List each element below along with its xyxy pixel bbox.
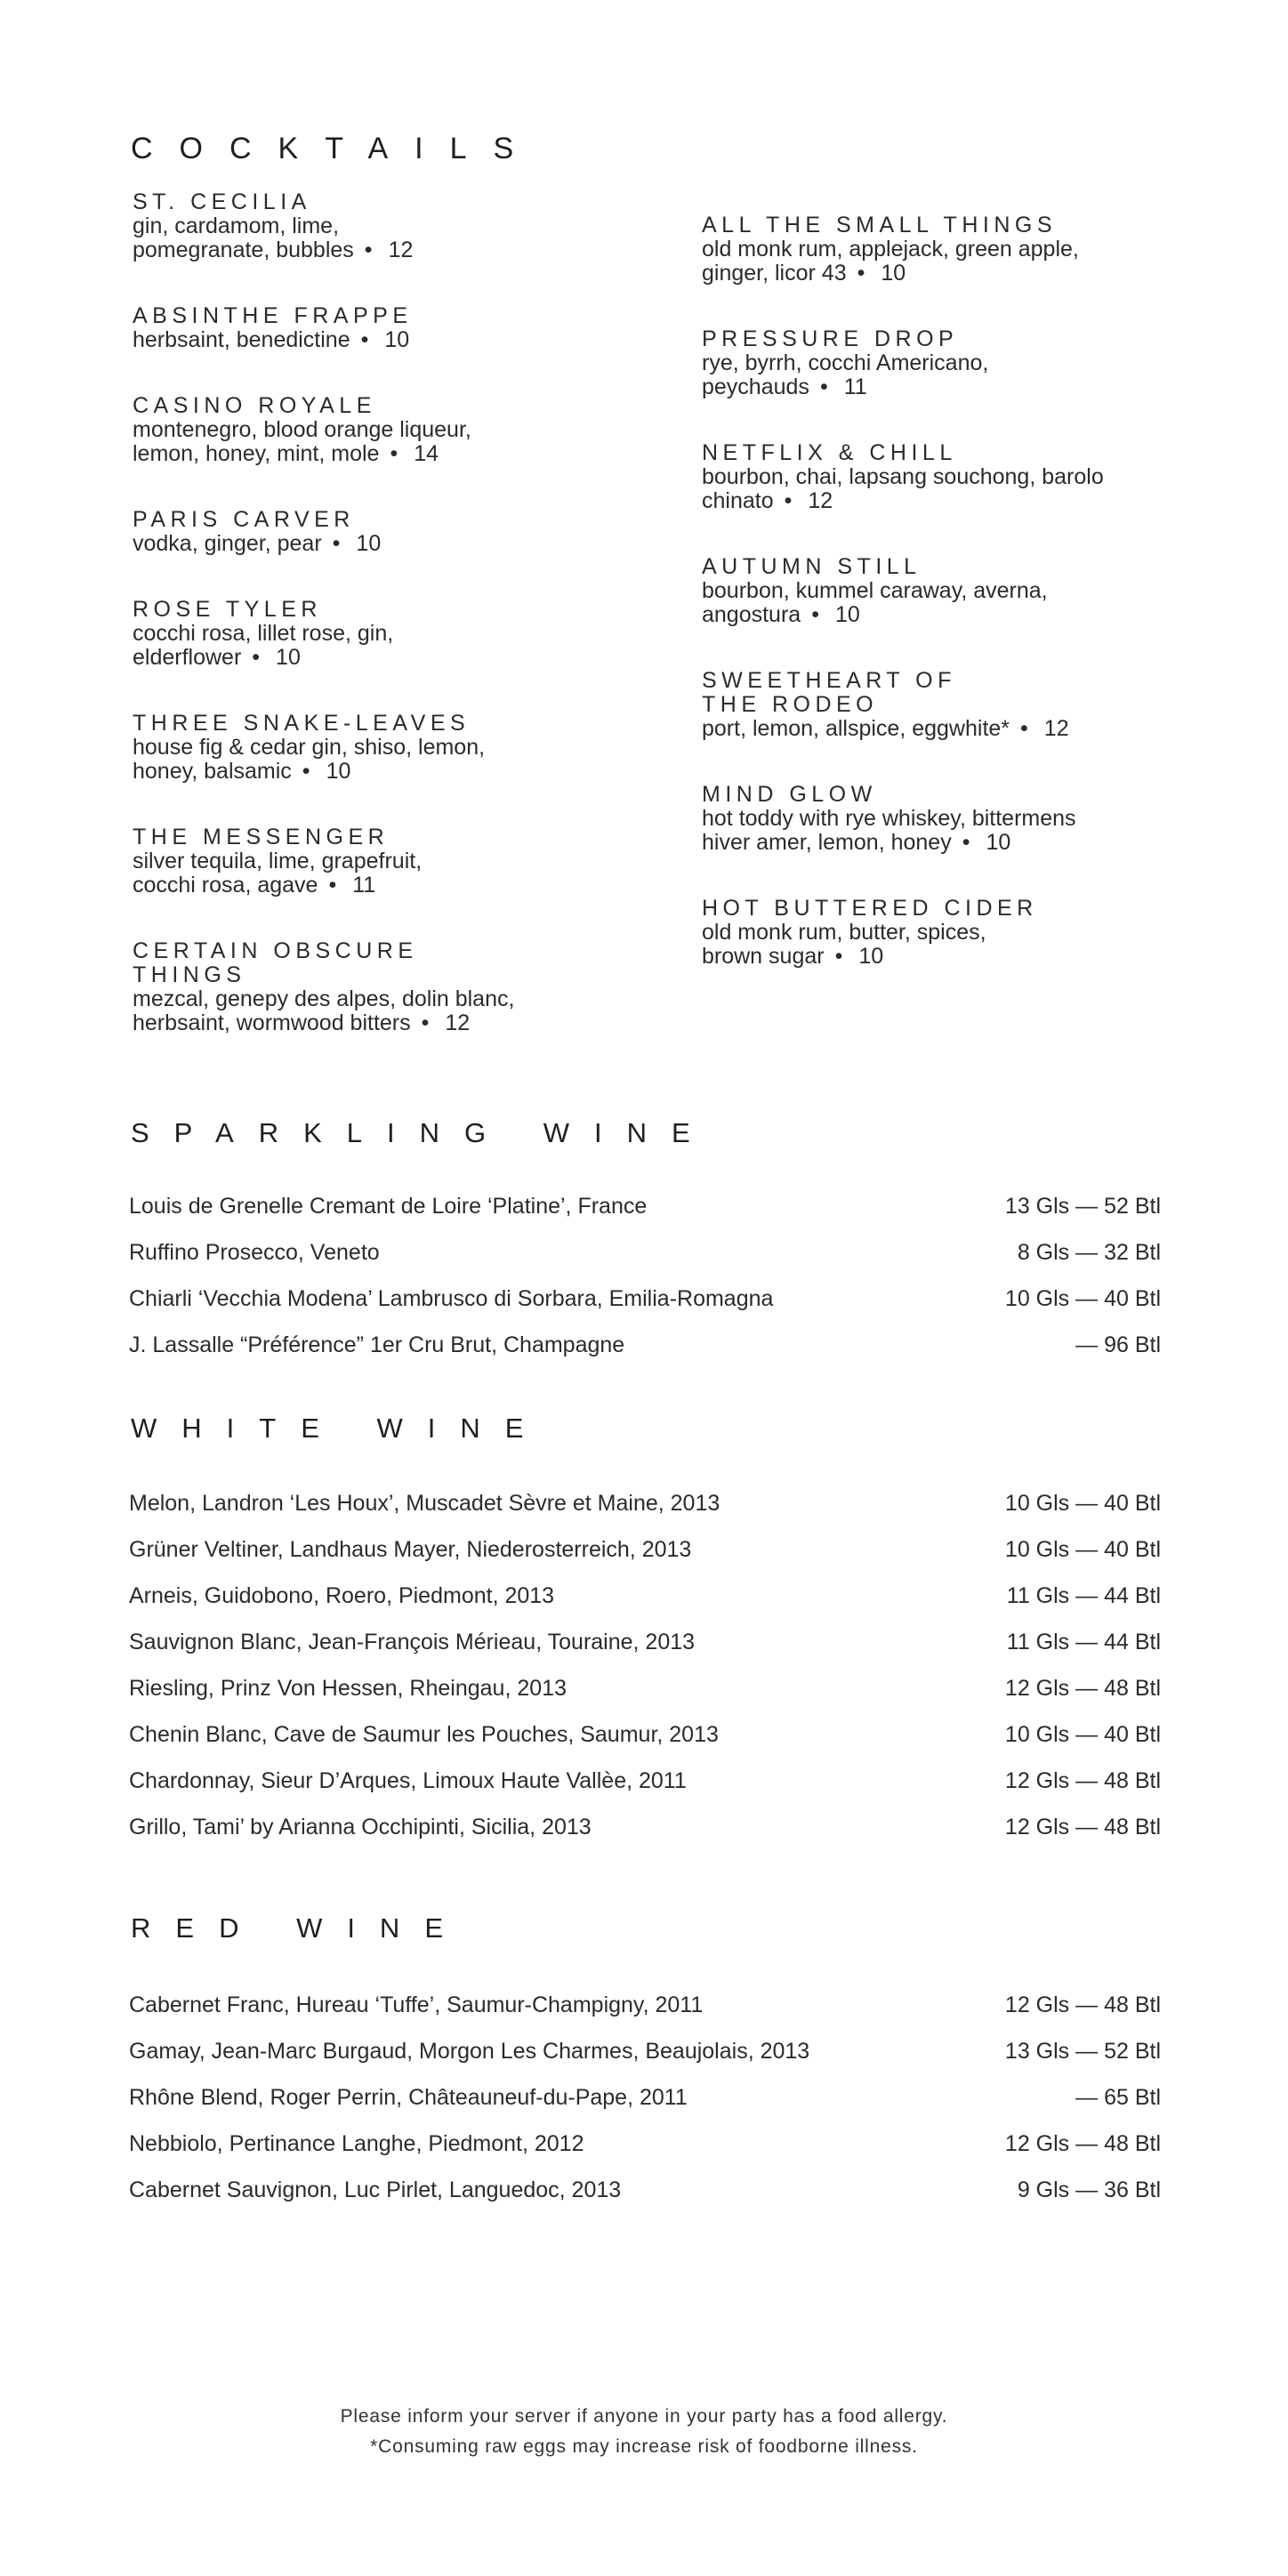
wine-row [129, 2028, 1161, 2074]
cocktail-ingredients: lemon, honey, mint, mole [133, 441, 380, 466]
wine-price: 13 Gls — 52 Btl [1004, 2039, 1161, 2064]
wine-row [129, 2167, 1161, 2213]
wine-name: Rhône Blend, Roger Perrin, Châteauneuf-du-Pape, 2011 [129, 2085, 688, 2110]
cocktail-name: ST. CECILIA [133, 189, 311, 214]
wine-price: — 65 Btl [1075, 2085, 1161, 2110]
wine-row [129, 2074, 1161, 2121]
wine-name: Chenin Blanc, Cave de Saumur les Pouches, Saumur, 2013 [129, 1722, 719, 1747]
wine-row [129, 1183, 1161, 1229]
cocktail-ingredients: chinato [702, 488, 774, 513]
wine-name: J. Lassalle “Préférence” 1er Cru Brut, Champagne [129, 1332, 625, 1357]
bullet-separator: • [784, 488, 793, 513]
cocktail-name: PARIS CARVER [133, 507, 355, 532]
cocktail-ingredients: silver tequila, lime, grapefruit, [133, 849, 423, 873]
cocktail-item [702, 213, 1200, 286]
wine-name: Chardonnay, Sieur D’Arques, Limoux Haute Vallèe, 2011 [129, 1768, 687, 1793]
cocktail-ingredients: vodka, ginger, pear [133, 531, 322, 556]
cocktail-ingredients: brown sugar [702, 944, 825, 969]
wine-row [129, 1758, 1161, 1804]
cocktail-name: THREE SNAKE-LEAVES [133, 711, 471, 736]
bullet-separator: • [252, 645, 261, 670]
cocktail-item [133, 508, 631, 556]
cocktail-price: 10 [858, 944, 884, 969]
wine-price: 12 Gls — 48 Btl [1004, 1768, 1161, 1793]
cocktail-ingredients-price-line [133, 760, 631, 784]
wine-name: Grüner Veltiner, Landhaus Mayer, Niederosterreich, 2013 [129, 1537, 692, 1562]
wine-row [129, 1322, 1161, 1368]
cocktail-ingredients: peychauds [702, 374, 809, 399]
cocktail-name-continued: THINGS [133, 962, 246, 987]
wine-row [129, 1804, 1161, 1850]
allergy-notice: Please inform your server if anyone in your party has a food allergy. [340, 2406, 948, 2427]
cocktail-item [702, 897, 1200, 969]
cocktail-price: 10 [326, 759, 351, 784]
cocktail-ingredients-price-line [702, 375, 1200, 399]
cocktail-ingredients: ginger, licor 43 [702, 261, 847, 286]
wine-name: Cabernet Franc, Hureau ‘Tuffe’, Saumur-Champigny, 2011 [129, 1992, 704, 2017]
cocktail-ingredients: montenegro, blood orange liqueur, [133, 417, 471, 442]
cocktail-ingredients: honey, balsamic [133, 759, 292, 784]
cocktail-name: NETFLIX & CHILL [702, 440, 957, 465]
wine-price: 12 Gls — 48 Btl [1004, 1992, 1161, 2017]
wine-row [129, 1276, 1161, 1322]
wine-name: Cabernet Sauvignon, Luc Pirlet, Languedoc, 2013 [129, 2178, 622, 2202]
wine-price: 13 Gls — 52 Btl [1004, 1194, 1161, 1219]
cocktail-item [133, 394, 631, 466]
cocktail-price: 11 [843, 374, 867, 399]
cocktail-ingredients: herbsaint, wormwood bitters [133, 1010, 411, 1035]
wine-price: 11 Gls — 44 Btl [1006, 1583, 1161, 1608]
cocktail-item [133, 598, 631, 670]
cocktail-price: 12 [445, 1010, 471, 1035]
cocktail-ingredients: elderflower [133, 645, 242, 670]
wine-name: Grillo, Tami’ by Arianna Occhipinti, Sicilia, 2013 [129, 1815, 592, 1839]
cocktail-ingredients-price-line [133, 328, 631, 352]
cocktail-item [702, 555, 1200, 627]
bullet-separator: • [857, 261, 865, 286]
cocktail-ingredients: old monk rum, applejack, green apple, [702, 237, 1079, 262]
cocktail-price: 14 [414, 441, 439, 466]
raw-egg-notice: *Consuming raw eggs may increase risk of foodborne illness. [370, 2436, 918, 2457]
bullet-separator: • [332, 531, 341, 556]
cocktail-ingredients: hot toddy with rye whiskey, bittermens [702, 806, 1076, 831]
cocktail-price: 10 [881, 261, 906, 286]
wine-row [129, 1982, 1161, 2028]
wine-price: 12 Gls — 48 Btl [1004, 1676, 1161, 1701]
cocktail-ingredients: gin, cardamom, lime, [133, 213, 340, 238]
cocktail-name: MIND GLOW [702, 782, 877, 807]
cocktail-item [133, 712, 631, 784]
bullet-separator: • [962, 830, 970, 855]
cocktail-name: CERTAIN OBSCURE [133, 938, 418, 963]
white-wine-heading: WHITE WINE [131, 1413, 549, 1444]
cocktail-name: ABSINTHE FRAPPE [133, 303, 413, 328]
bullet-separator: • [328, 873, 337, 898]
wine-price: 12 Gls — 48 Btl [1004, 1815, 1161, 1839]
cocktail-ingredients-price-line [702, 489, 1200, 513]
cocktail-item [133, 304, 631, 352]
cocktail-name: ROSE TYLER [133, 597, 322, 622]
wine-name: Gamay, Jean-Marc Burgaud, Morgon Les Charmes, Beaujolais, 2013 [129, 2039, 810, 2064]
cocktail-price: 12 [808, 488, 833, 513]
cocktail-ingredients-price-line [133, 1011, 631, 1035]
cocktail-item [702, 327, 1200, 399]
cocktail-item [702, 441, 1200, 513]
cocktail-price: 10 [356, 531, 382, 556]
cocktail-ingredients: pomegranate, bubbles [133, 237, 354, 262]
cocktail-ingredients: old monk rum, butter, spices, [702, 920, 986, 945]
sparkling-wine-heading: SPARKLING WINE [131, 1117, 715, 1148]
cocktail-item [133, 190, 631, 262]
wine-name: Chiarli ‘Vecchia Modena’ Lambrusco di Sorbara, Emilia-Romagna [129, 1286, 774, 1311]
cocktail-name: ALL THE SMALL THINGS [702, 213, 1057, 237]
wine-name: Arneis, Guidobono, Roero, Piedmont, 2013 [129, 1583, 555, 1608]
cocktail-price: 10 [986, 830, 1011, 855]
bullet-separator: • [364, 237, 373, 262]
wine-price: 10 Gls — 40 Btl [1004, 1491, 1161, 1516]
cocktail-ingredients-price-line [133, 646, 631, 670]
wine-row [129, 1573, 1161, 1619]
cocktail-name: THE MESSENGER [133, 825, 390, 849]
cocktail-price: 10 [834, 602, 860, 627]
wine-name: Ruffino Prosecco, Veneto [129, 1240, 380, 1265]
cocktail-ingredients: cocchi rosa, agave [133, 873, 318, 898]
cocktail-ingredients-price-line [133, 532, 631, 556]
cocktail-ingredients-price-line [702, 831, 1200, 855]
bullet-separator: • [834, 944, 843, 969]
cocktail-name-continued: THE RODEO [702, 692, 879, 717]
red-wine-heading: RED WINE [131, 1912, 468, 1944]
cocktails-right-column [702, 213, 1200, 969]
red-wine-list [129, 1982, 1161, 2213]
cocktail-ingredients-price-line [133, 238, 631, 262]
cocktail-ingredients: house fig & cedar gin, shiso, lemon, [133, 735, 486, 760]
cocktails-heading: COCKTAILS [131, 132, 541, 165]
cocktail-ingredients: herbsaint, benedictine [133, 327, 350, 352]
cocktail-item [702, 669, 1200, 741]
cocktail-item [133, 939, 631, 1035]
cocktail-ingredients: bourbon, kummel caraway, averna, [702, 578, 1048, 603]
footer-notice [0, 2402, 1288, 2462]
wine-name: Melon, Landron ‘Les Houx’, Muscadet Sèvre et Maine, 2013 [129, 1491, 720, 1516]
cocktail-name: CASINO ROYALE [133, 393, 376, 418]
bullet-separator: • [302, 759, 310, 784]
bullet-separator: • [819, 374, 828, 399]
wine-row [129, 1229, 1161, 1276]
wine-price: — 96 Btl [1075, 1332, 1161, 1357]
bullet-separator: • [360, 327, 369, 352]
cocktail-ingredients: hiver amer, lemon, honey [702, 830, 952, 855]
wine-row [129, 1526, 1161, 1573]
cocktail-price: 12 [1043, 716, 1069, 741]
cocktail-ingredients-price-line [133, 873, 631, 898]
cocktail-ingredients-price-line [702, 945, 1200, 969]
cocktail-name: SWEETHEART OF [702, 668, 956, 693]
cocktail-ingredients-price-line [133, 442, 631, 466]
cocktail-price: 12 [388, 237, 414, 262]
cocktail-name: HOT BUTTERED CIDER [702, 896, 1038, 921]
cocktail-ingredients-price-line [702, 603, 1200, 627]
wine-name: Louis de Grenelle Cremant de Loire ‘Platine’, France [129, 1194, 648, 1219]
cocktail-item [133, 825, 631, 898]
wine-name: Sauvignon Blanc, Jean-François Mérieau, Touraine, 2013 [129, 1630, 696, 1654]
cocktail-ingredients: cocchi rosa, lillet rose, gin, [133, 621, 394, 646]
bullet-separator: • [390, 441, 398, 466]
white-wine-list [129, 1480, 1161, 1850]
bullet-separator: • [811, 602, 819, 627]
cocktail-ingredients: port, lemon, allspice, eggwhite* [702, 716, 1010, 741]
cocktail-item [702, 783, 1200, 855]
wine-price: 10 Gls — 40 Btl [1004, 1286, 1161, 1311]
wine-price: 10 Gls — 40 Btl [1004, 1722, 1161, 1747]
cocktails-left-column [133, 190, 631, 1035]
wine-price: 12 Gls — 48 Btl [1004, 2131, 1161, 2156]
sparkling-wine-list [129, 1183, 1161, 1368]
wine-row [129, 1665, 1161, 1711]
wine-price: 10 Gls — 40 Btl [1004, 1537, 1161, 1562]
wine-price: 9 Gls — 36 Btl [1017, 2178, 1161, 2202]
wine-price: 8 Gls — 32 Btl [1017, 1240, 1161, 1265]
wine-row [129, 1619, 1161, 1665]
wine-price: 11 Gls — 44 Btl [1006, 1630, 1161, 1654]
cocktail-ingredients: rye, byrrh, cocchi Americano, [702, 350, 989, 375]
wine-row [129, 2121, 1161, 2167]
cocktail-ingredients-price-line [702, 262, 1200, 286]
cocktail-ingredients: bourbon, chai, lapsang souchong, barolo [702, 464, 1104, 489]
cocktail-ingredients: angostura [702, 602, 801, 627]
cocktail-ingredients: mezcal, genepy des alpes, dolin blanc, [133, 986, 515, 1011]
cocktail-price: 10 [276, 645, 301, 670]
cocktail-ingredients-price-line [702, 717, 1200, 741]
wine-name: Nebbiolo, Pertinance Langhe, Piedmont, 2012 [129, 2131, 584, 2156]
cocktail-price: 10 [384, 327, 410, 352]
cocktail-price: 11 [352, 873, 376, 898]
wine-row [129, 1480, 1161, 1526]
cocktail-name: AUTUMN STILL [702, 554, 922, 579]
bullet-separator: • [421, 1010, 430, 1035]
cocktail-name: PRESSURE DROP [702, 326, 959, 351]
bullet-separator: • [1020, 716, 1028, 741]
wine-row [129, 1711, 1161, 1758]
wine-name: Riesling, Prinz Von Hessen, Rheingau, 2013 [129, 1676, 567, 1701]
